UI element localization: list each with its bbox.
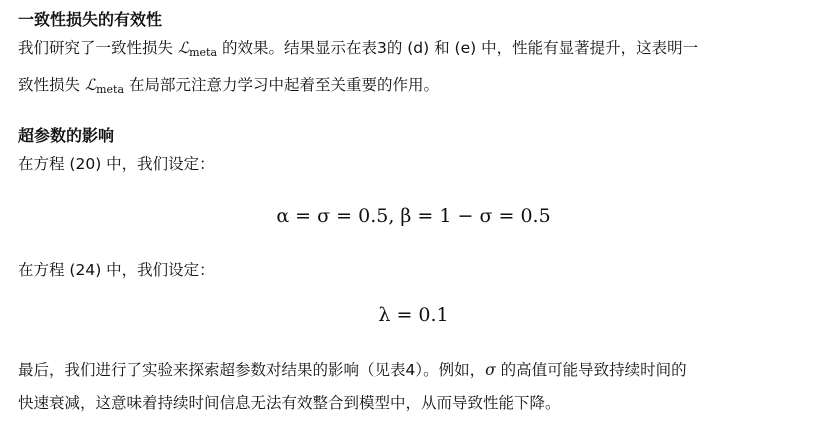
paragraph-final bbox=[18, 354, 687, 420]
math-subscript: meta bbox=[96, 83, 125, 96]
paragraph-line bbox=[18, 69, 698, 106]
paragraph-intro-equation-24: 在方程 (24) 中，我们设定： bbox=[18, 261, 215, 279]
text-segment: 在局部元注意力学习中起着至关重要的作用。 bbox=[124, 76, 439, 94]
section-consistency-loss bbox=[18, 8, 698, 106]
paragraph-line bbox=[18, 354, 687, 387]
text-segment: 我们研究了一致性损失 bbox=[18, 39, 178, 57]
display-equation-1: α = σ = 0.5, β = 1 − σ = 0.5 bbox=[276, 205, 551, 227]
paragraph-intro-equation-20: 在方程 (20) 中，我们设定： bbox=[18, 155, 215, 173]
section-hyperparameters bbox=[18, 124, 215, 181]
paragraph-line bbox=[18, 32, 698, 69]
math-symbol: ℒ bbox=[177, 39, 190, 57]
paragraph-line: 快速衰减，这意味着持续时间信息无法有效整合到模型中，从而导致性能下降。 bbox=[18, 394, 561, 412]
section-heading-consistency-loss: 一致性损失的有效性 bbox=[18, 10, 163, 29]
text-segment: 的效果。结果显示在表3的 (d) 和 (e) 中，性能有显著提升，这表明一 bbox=[217, 39, 699, 57]
math-loss-symbol bbox=[85, 76, 124, 94]
text-segment: 最后，我们进行了实验来探索超参数对结果的影响（见表4）。例如， bbox=[18, 361, 486, 379]
math-sigma: σ bbox=[485, 361, 496, 379]
text-segment: 的高值可能导致持续时间的 bbox=[495, 361, 687, 379]
text-segment: 致性损失 bbox=[18, 76, 85, 94]
math-loss-symbol bbox=[178, 39, 217, 57]
math-subscript: meta bbox=[189, 46, 218, 59]
section-heading-hyperparameters: 超参数的影响 bbox=[18, 126, 115, 145]
display-equation-2: λ = 0.1 bbox=[378, 304, 449, 326]
math-symbol: ℒ bbox=[84, 76, 97, 94]
